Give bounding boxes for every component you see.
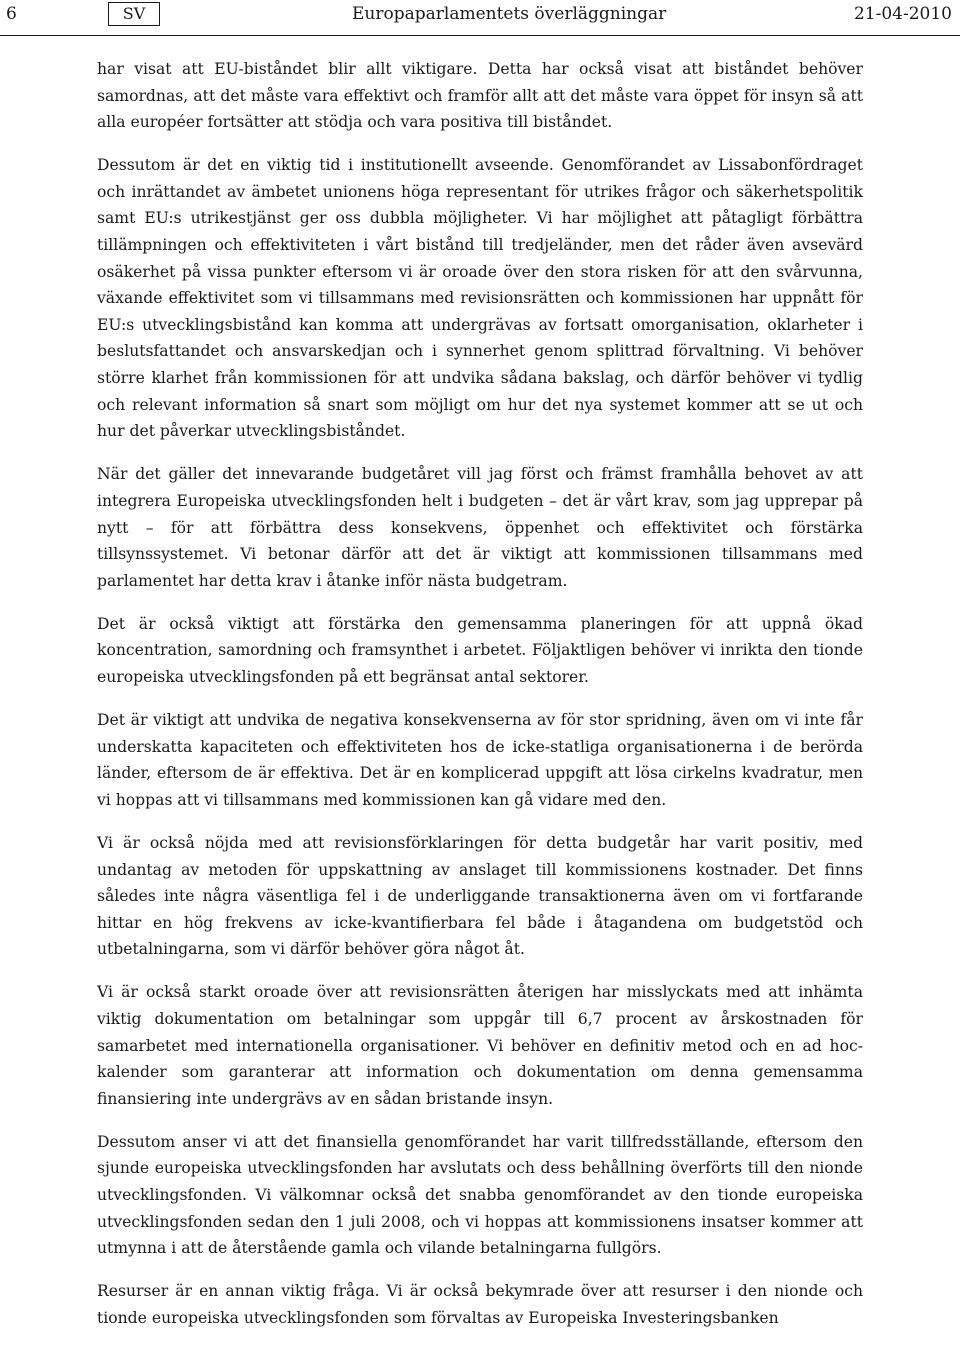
paragraph: Dessutom är det en viktig tid i institutionellt avseende. Genomförandet av Lissabonfördraget och inrättandet av ämbetet unionens höga representant för utrikes frågor och säkerhetspolitik samt EU:s utrikestjänst ger oss dubbla möjligheter. Vi har möjlighet att påtagligt förbättra tillämpningen och effektiviteten i vårt bistånd till tredjeländer, men det råder även avsevärd osäkerhet på vissa punkter eftersom vi är oroade över den stora risken för att den svårvunna, växande effektivitet som vi tillsammans med revisionsrätten och kommissionen har uppnått för EU:s utvecklingsbistånd kan komma att undergrävas av fortsatt omorganisation, oklarheter i beslutsfattandet och ansvarskedjan och i synnerhet genom splittrad förvaltning. Vi behöver större klarhet från kommissionen för att undvika sådana bakslag, och därför behöver vi tydlig och relevant information så snart som möjligt om hur det nya systemet kommer att se ut och hur det påverkar utvecklingsbiståndet. bbox=[97, 156, 863, 441]
paragraph: Det är också viktigt att förstärka den gemensamma planeringen för att uppnå ökad koncentration, samordning och framsynthet i arbetet. Följaktligen behöver vi inrikta den tionde europeiska utvecklingsfonden på ett begränsat antal sektorer. bbox=[97, 614, 863, 686]
paragraph: Det är viktigt att undvika de negativa konsekvenserna av för stor spridning, även om vi inte får underskatta kapaciteten och effektiviteten hos de icke-statliga organisationerna i de berörda länder, eftersom de är effektiva. Det är en komplicerad uppgift att lösa cirkelns kvadratur, men vi hoppas att vi tillsammans med kommissionen kan gå vidare med den. bbox=[97, 711, 863, 809]
document-body bbox=[97, 56, 863, 1348]
paragraph: Dessutom anser vi att det finansiella genomförandet har varit tillfredsställande, eftersom den sjunde europeiska utvecklingsfonden har avslutats och dess behållning överförts till den nionde utvecklingsfonden. Vi välkomnar också det snabba genomförandet av den tionde europeiska utvecklingsfonden sedan den 1 juli 2008, och vi hoppas att kommissionens insatser kommer att utmynna i att de återstående gamla och vilande betalningarna fullgörs. bbox=[97, 1132, 863, 1258]
paragraph: Vi är också starkt oroade över att revisionsrätten återigen har misslyckats med att inhämta viktig dokumentation om betalningar som uppgår till 6,7 procent av årskostnaden för samarbetet med internationella organisationer. Vi behöver en definitiv metod och en ad hoc-kalender som garanterar att information och dokumentation om denna gemensamma finansiering inte undergrävs av en sådan bristande insyn. bbox=[97, 983, 863, 1108]
header-date: 21-04-2010 bbox=[853, 4, 952, 24]
language-code-box: SV bbox=[108, 2, 160, 26]
paragraph: har visat att EU-biståndet blir allt viktigare. Detta har också visat att biståndet behöver samordnas, att det måste vara effektivt och framför allt att det måste vara öppet för insyn så att alla européer fortsätter att stödja och vara positiva till biståndet. bbox=[97, 60, 863, 132]
paragraph: Resurser är en annan viktig fråga. Vi är också bekymrade över att resurser i den nionde och tionde europeiska utvecklingsfonden som förvaltas av Europeiska Investeringsbanken bbox=[97, 1282, 863, 1327]
paragraph: När det gäller det innevarande budgetåret vill jag först och främst framhålla behovet av att integrera Europeiska utvecklingsfonden helt i budgeten – det är vårt krav, som jag upprepar på nytt – för att förbättra dess konsekvens, öppenhet och effektivitet och förstärka tillsynssystemet. Vi betonar därför att det är viktigt att kommissionen tillsammans med parlamentet har detta krav i åtanke inför nästa budgetram. bbox=[97, 465, 863, 590]
page-header bbox=[0, 0, 960, 36]
page-number: 6 bbox=[6, 4, 17, 24]
paragraph: Vi är också nöjda med att revisionsförklaringen för detta budgetår har varit positiv, med undantag av metoden för uppskattning av anslaget till kommissionens kostnader. Det finns således inte några väsentliga fel i de underliggande transaktionerna även om vi fortfarande hittar en hög frekvens av icke-kvantifierbara fel både i åtagandena om budgetstöd och utbetalningarna, som vi därför behöver göra något åt. bbox=[97, 833, 863, 959]
header-rule bbox=[0, 35, 960, 36]
journal-title: Europaparlamentets överläggningar bbox=[352, 4, 667, 24]
